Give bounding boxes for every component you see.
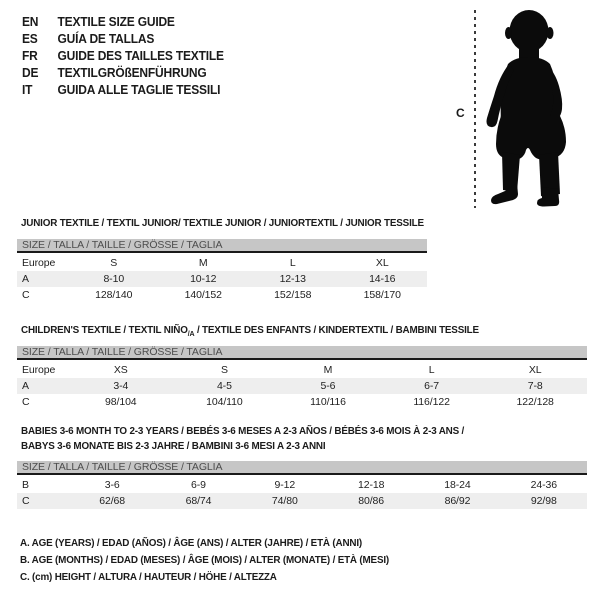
language-title: GUIDE DES TAILLES TEXTILE xyxy=(57,49,224,63)
silhouette-ear xyxy=(547,27,554,39)
size-cell: 5-6 xyxy=(320,380,336,392)
size-cell: 18-24 xyxy=(444,479,471,491)
size-cell: XL xyxy=(375,257,389,269)
size-cell: 128/140 xyxy=(95,289,133,301)
size-cell: 80/86 xyxy=(358,495,385,507)
row-label: C xyxy=(22,289,30,301)
size-cell: 104/110 xyxy=(206,396,243,408)
size-cell: 62/68 xyxy=(99,495,126,507)
size-cell: 74/80 xyxy=(271,495,298,507)
size-cell: 152/158 xyxy=(274,289,312,301)
height-label-c: C xyxy=(456,106,465,120)
size-cell: M xyxy=(323,364,333,376)
silhouette-right-foot xyxy=(537,187,559,207)
language-title: TEXTILE SIZE GUIDE xyxy=(57,15,175,29)
size-cell: 116/122 xyxy=(413,396,450,408)
table-row xyxy=(17,493,587,509)
row-label: B xyxy=(22,479,29,491)
junior-size-table xyxy=(17,255,427,303)
language-row xyxy=(22,82,224,99)
size-cell: 8-10 xyxy=(103,273,125,285)
section-title-line1: BABIES 3-6 MONTH TO 2-3 YEARS / BEBÉS 3-6 MESES A 2-3 AÑOS / BÉBÉS 3-6 MOIS À 2-3 ANS / xyxy=(21,425,465,437)
language-header xyxy=(22,14,232,99)
table-row xyxy=(17,394,587,410)
size-cell: 12-18 xyxy=(357,479,385,491)
language-code: ES xyxy=(22,32,38,46)
language-row xyxy=(22,48,224,65)
table-row xyxy=(17,362,587,378)
size-cell: 110/116 xyxy=(310,396,346,408)
language-code: EN xyxy=(22,15,39,29)
size-cell: 9-12 xyxy=(274,479,296,491)
size-cell: 6-9 xyxy=(191,479,206,491)
footnote-age-months: B. AGE (MONTHS) / EDAD (MESES) / ÂGE (MOIS) / ALTER (MONATE) / ETÀ (MESI) xyxy=(20,554,390,566)
footnote-height-cm: C. (cm) HEIGHT / ALTURA / HAUTEUR / HÖHE / ALTEZZA xyxy=(20,571,277,583)
size-cell: 86/92 xyxy=(444,495,471,507)
row-label: C xyxy=(22,495,30,507)
size-cell: 122/128 xyxy=(516,396,554,408)
size-cell: S xyxy=(220,364,228,376)
size-cell: L xyxy=(289,257,296,269)
footnotes-block xyxy=(20,535,413,586)
section-title-junior: JUNIOR TEXTILE / TEXTIL JUNIOR/ TEXTILE JUNIOR / JUNIORTEXTIL / JUNIOR TESSILE xyxy=(21,217,424,229)
size-cell: 4-5 xyxy=(216,380,232,392)
size-cell: 92/98 xyxy=(530,495,557,507)
size-cell: 24-36 xyxy=(530,479,557,491)
size-cell: L xyxy=(428,364,435,376)
language-row xyxy=(22,31,224,48)
size-cell: 3-4 xyxy=(113,380,129,392)
section-title-subscript: /A xyxy=(187,328,195,338)
language-title: GUIDA ALLE TAGLIE TESSILI xyxy=(57,83,221,97)
row-label: Europe xyxy=(22,364,56,376)
language-title: TEXTILGRÖßENFÜHRUNG xyxy=(57,66,207,80)
size-cell: 7-8 xyxy=(527,380,543,392)
size-cell: 6-7 xyxy=(424,380,440,392)
size-cell: 12-13 xyxy=(279,273,306,285)
table-row xyxy=(17,255,427,271)
children-size-table xyxy=(17,362,587,410)
section-title-text: CHILDREN'S TEXTILE / TEXTIL NIÑO xyxy=(21,324,188,336)
row-label: A xyxy=(22,273,29,285)
section-title-babies xyxy=(21,424,464,454)
row-label: A xyxy=(22,380,29,392)
size-cell: 140/152 xyxy=(184,289,222,301)
silhouette-ear xyxy=(505,27,512,39)
section-title-children xyxy=(21,323,479,338)
size-header-bar: SIZE / TALLA / TAILLE / GRÖSSE / TAGLIA xyxy=(17,239,427,253)
size-header-bar: SIZE / TALLA / TAILLE / GRÖSSE / TAGLIA xyxy=(17,346,587,360)
language-code: FR xyxy=(22,49,38,63)
section-title-text: / TEXTILE DES ENFANTS / KINDERTEXTIL / BAMBINI TESSILE xyxy=(194,324,479,336)
language-title: GUÍA DE TALLAS xyxy=(57,32,155,46)
size-cell: M xyxy=(198,257,208,269)
size-cell: 14-16 xyxy=(369,273,396,285)
table-row xyxy=(17,378,587,394)
size-cell: S xyxy=(110,257,118,269)
height-reference-dotted-line xyxy=(474,10,476,208)
language-code: IT xyxy=(22,83,33,97)
size-cell: 10-12 xyxy=(190,273,217,285)
footnote-age-years: A. AGE (YEARS) / EDAD (AÑOS) / ÂGE (ANS) / ALTER (JAHRE) / ETÀ (ANNI) xyxy=(20,537,362,549)
language-code: DE xyxy=(22,66,39,80)
size-header-bar: SIZE / TALLA / TAILLE / GRÖSSE / TAGLIA xyxy=(17,461,587,475)
size-cell: 68/74 xyxy=(185,495,212,507)
size-cell: 98/104 xyxy=(105,396,137,408)
table-row xyxy=(17,271,427,287)
size-cell: XL xyxy=(528,364,542,376)
size-cell: XS xyxy=(113,364,128,376)
babies-size-table xyxy=(17,477,587,509)
table-row xyxy=(17,287,427,303)
language-row xyxy=(22,14,224,31)
toddler-silhouette-image xyxy=(481,8,573,208)
section-title-line2: BABYS 3-6 MONATE BIS 2-3 JAHRE / BAMBINI 3-6 MESI A 2-3 ANNI xyxy=(21,440,326,452)
language-row xyxy=(22,65,224,82)
size-cell: 3-6 xyxy=(104,479,120,491)
row-label: Europe xyxy=(22,257,56,269)
size-cell: 158/170 xyxy=(363,289,401,301)
row-label: C xyxy=(22,396,30,408)
table-row xyxy=(17,477,587,493)
silhouette-left-leg xyxy=(502,152,520,192)
